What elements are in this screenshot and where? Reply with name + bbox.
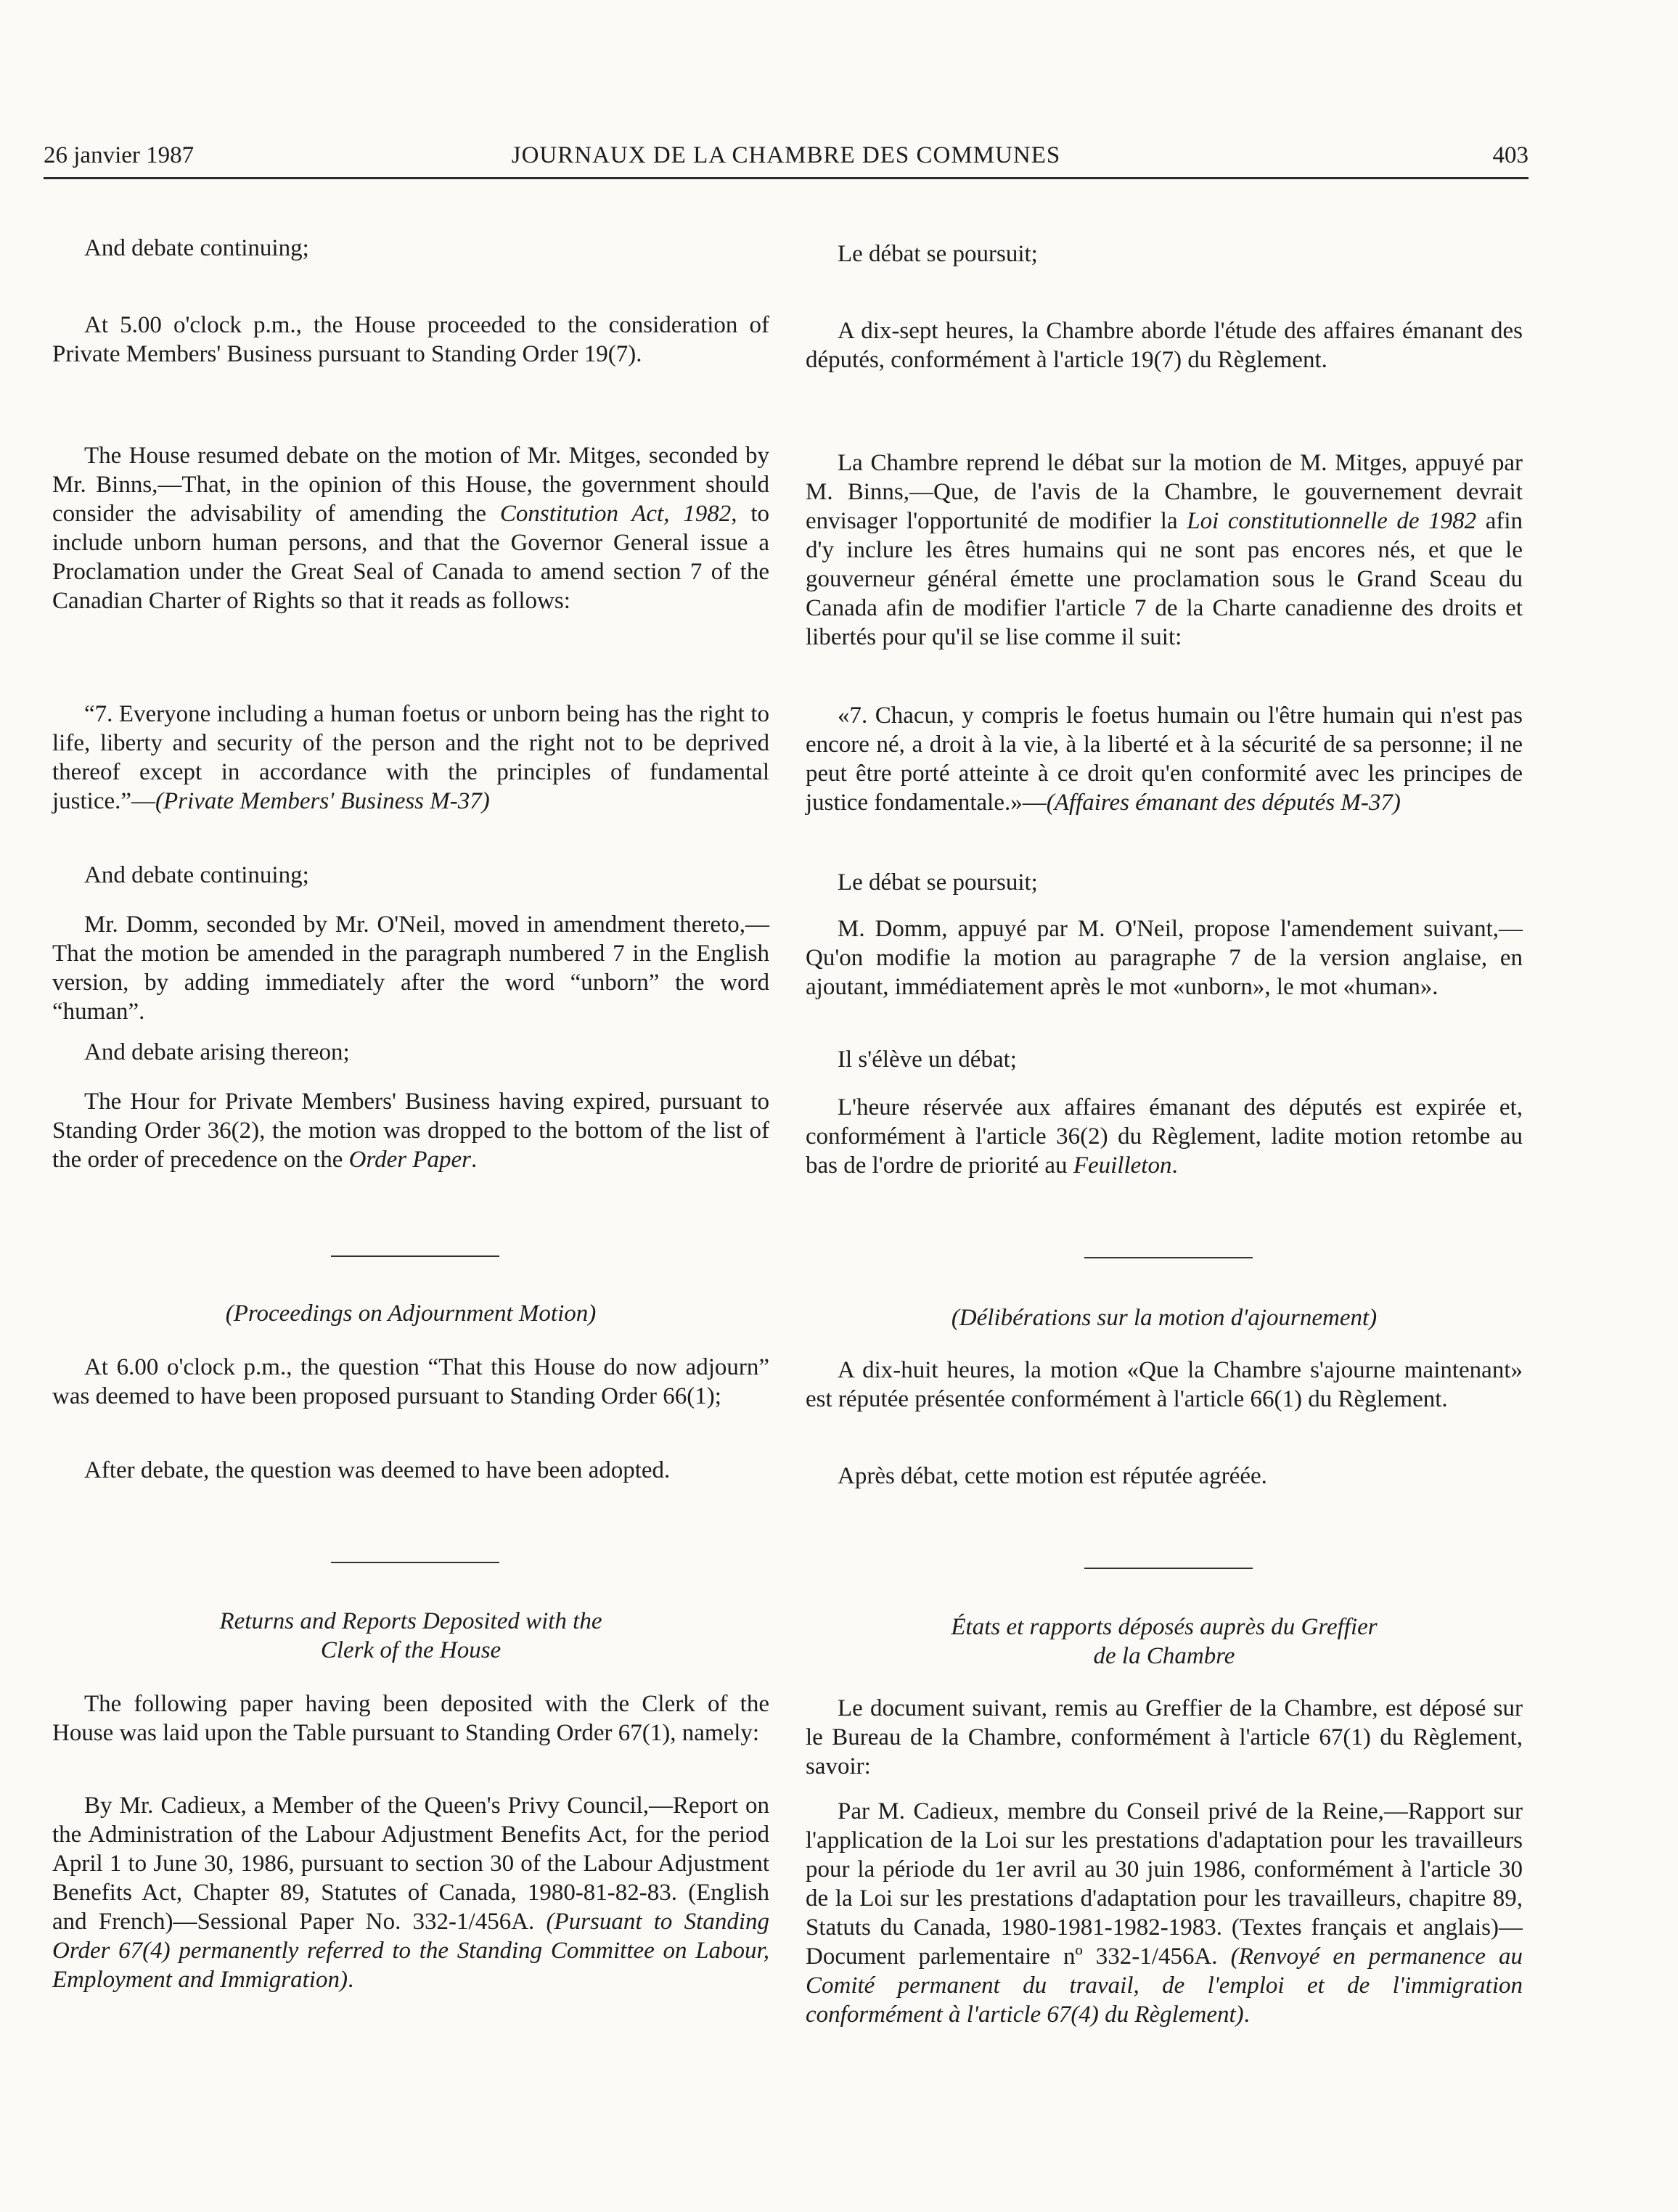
en-divider-1 bbox=[331, 1255, 499, 1257]
en-section-7-quote: “7. Everyone including a human foetus or unborn being has the right to life, liberty and security of the person and the right not to be deprived thereof except in accordance with the principles of fundamental justice.”—(Private Members' Business M-37) bbox=[52, 701, 769, 814]
fr-amendement-domm: M. Domm, appuyé par M. O'Neil, propose l'amendement suivant,—Qu'on modifie la motion au paragraphe 7 de la version anglaise, en ajoutant, immédiatement après le mot «unborn», le mot «human». bbox=[806, 916, 1523, 1000]
page-number: 403 bbox=[1492, 142, 1528, 168]
fr-heading-etats-rapports: États et rapports déposés auprès du Greffier de la Chambre bbox=[951, 1614, 1378, 1669]
fr-heure-expiree: L'heure réservée aux affaires émanant des députés est expirée et, conformément à l'article 36(2) du Règlement, ladite motion retombe au bas de l'ordre de priorité au Feuilleton. bbox=[806, 1094, 1523, 1179]
en-divider-2 bbox=[331, 1562, 499, 1563]
fr-motion-mitges: La Chambre reprend le débat sur la motion de M. Mitges, appuyé par M. Binns,—Que, de l'avis de la Chambre, le gouvernement devrait envisager l'opportunité de modifier la Loi constitutionnelle de 1982 afin d'y inclure les êtres humains qui ne sont pas encores nés, et que le gouverneur général émette une proclamation sous le Grand Sceau du Canada afin de modifier l'article 7 de la Charte canadienne des droits et libertés pour qu'il se lise comme il suit: bbox=[806, 450, 1523, 650]
en-heading-adjournment: (Proceedings on Adjournment Motion) bbox=[225, 1300, 597, 1327]
fr-rapport-cadieux: Par M. Cadieux, membre du Conseil privé de la Reine,—Rapport sur l'application de la Loi sur les prestations d'adaptation pour les travailleurs pour la période du 1er avril au 30 juin 1986, conformément à l'article 30 de la Loi sur les prestations d'adaptation pour les travailleurs, chapitre 89, Statuts du Canada, 1980-1981-1982-1983. (Textes français et anglais)—Document parlementaire nº 332-1/456A. (Renvoyé en permanence au Comité permanent du travail, de l'emploi et de l'immigration conformément à l'article 67(4) du Règlement). bbox=[806, 1798, 1523, 2028]
fr-debat-poursuit-1: Le débat se poursuit; bbox=[838, 241, 1038, 267]
header-title: JOURNAUX DE LA CHAMBRE DES COMMUNES bbox=[511, 142, 1061, 168]
fr-article-7-citation: «7. Chacun, y compris le foetus humain ou l'être humain qui n'est pas encore né, a droit à la vie, à la liberté et à la sécurité de sa personne; il ne peut être porté atteinte à ce droit qu'en conformité avec les principes de justice fondamentale.»—(Affaires émanant des députés M-37) bbox=[806, 702, 1523, 816]
en-paper-deposited: The following paper having been deposited with the Clerk of the House was laid upon the Table pursuant to Standing Order 67(1), namely: bbox=[52, 1691, 769, 1746]
fr-debat-poursuit-2: Le débat se poursuit; bbox=[838, 869, 1038, 896]
en-debate-continuing-1: And debate continuing; bbox=[84, 235, 309, 261]
en-motion-mitges: The House resumed debate on the motion of Mr. Mitges, seconded by Mr. Binns,—That, in the opinion of this House, the government should consider the advisability of amending the Constitution Act, 1982, to include unborn human persons, and that the Governor General issue a Proclamation under the Great Seal of Canada to amend section 7 of the Canadian Charter of Rights so that it reads as follows: bbox=[52, 443, 770, 614]
fr-document-depose: Le document suivant, remis au Greffier de la Chambre, est déposé sur le Bureau de la Chambre, conformément à l'article 67(1) du Règlement, savoir: bbox=[806, 1695, 1523, 1779]
en-debate-continuing-2: And debate continuing; bbox=[84, 862, 309, 888]
en-cadieux-report: By Mr. Cadieux, a Member of the Queen's Privy Council,—Report on the Administration of the Labour Adjustment Benefits Act, for the period April 1 to June 30, 1986, pursuant to section 30 of the Labour Adjustment Benefits Act, Chapter 89, Statutes of Canada, 1980-81-82-83. (English and French)—Sessional Paper No. 332-1/456A. (Pursuant to Standing Order 67(4) permanently referred to the Standing Committee on Labour, Employment and Immigration). bbox=[52, 1793, 769, 1993]
en-private-members-business: At 5.00 o'clock p.m., the House proceeded to the consideration of Private Members' Business pursuant to Standing Order 19(7). bbox=[52, 312, 769, 367]
fr-divider-1 bbox=[1084, 1257, 1253, 1258]
fr-motion-agreee: Après débat, cette motion est réputée agréée. bbox=[838, 1463, 1267, 1489]
en-adjournment-question: At 6.00 o'clock p.m., the question “That this House do now adjourn” was deemed to have been proposed pursuant to Standing Order 66(1); bbox=[52, 1354, 769, 1409]
fr-heading-ajournement: (Délibérations sur la motion d'ajournement) bbox=[951, 1305, 1378, 1331]
running-header bbox=[44, 142, 1528, 179]
en-hour-expired: The Hour for Private Members' Business having expired, pursuant to Standing Order 36(2), the motion was dropped to the bottom of the list of the order of precedence on the Order Paper. bbox=[52, 1089, 769, 1173]
en-debate-arising: And debate arising thereon; bbox=[84, 1039, 350, 1065]
fr-divider-2 bbox=[1084, 1568, 1253, 1569]
en-adjournment-adopted: After debate, the question was deemed to have been adopted. bbox=[84, 1457, 671, 1483]
fr-eleve-debat: Il s'élève un débat; bbox=[838, 1046, 1017, 1073]
en-heading-returns: Returns and Reports Deposited with the Clerk of the House bbox=[219, 1608, 602, 1663]
header-date: 26 janvier 1987 bbox=[44, 142, 195, 168]
fr-motion-ajournement: A dix-huit heures, la motion «Que la Chambre s'ajourne maintenant» est réputée présentée conformément à l'article 66(1) du Règlement. bbox=[806, 1357, 1523, 1412]
en-amendment-domm: Mr. Domm, seconded by Mr. O'Neil, moved in amendment thereto,—That the motion be amended in the paragraph numbered 7 in the English version, by adding immediately after the word “unborn” the word “human”. bbox=[52, 912, 769, 1025]
fr-affaires-deputes: A dix-sept heures, la Chambre aborde l'étude des affaires émanant des députés, conformément à l'article 19(7) du Règlement. bbox=[806, 318, 1523, 373]
